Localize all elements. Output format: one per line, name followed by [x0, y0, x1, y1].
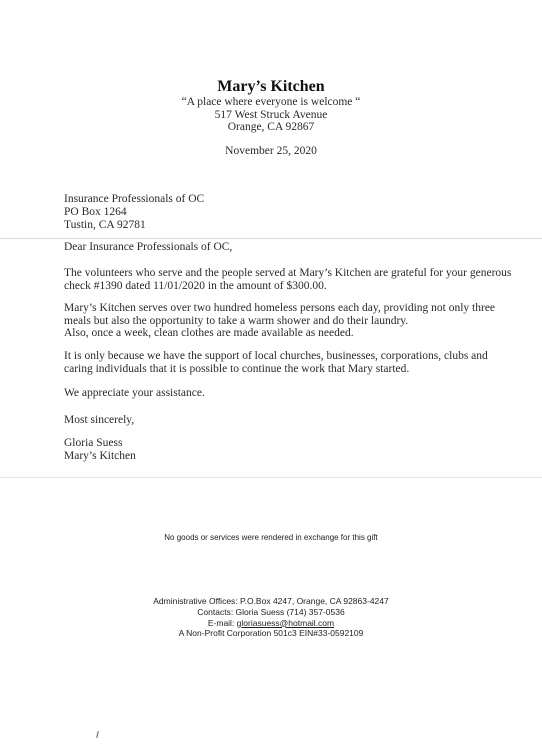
paragraph-support — [64, 350, 488, 375]
paragraph-line: caring individuals that it is possible to continue the work that Mary started. — [64, 362, 410, 375]
city-state-zip: Orange, CA 92867 — [227, 121, 315, 133]
paragraph-appreciation — [64, 387, 484, 400]
email-link[interactable]: gloriasuess@hotmail.com — [236, 617, 335, 628]
paragraph-thanks — [64, 267, 512, 292]
fold-line — [0, 477, 542, 478]
street-address: 517 West Struck Avenue — [214, 109, 328, 121]
email-label: E-mail: — [207, 617, 237, 628]
contacts: Contacts: Gloria Suess (714) 357-0536 — [197, 606, 345, 617]
admin-offices: Administrative Offices: P.O.Box 4247, Orange, CA 92863-4247 — [153, 596, 389, 606]
recipient-block — [64, 193, 204, 232]
signer-name: Gloria Suess — [64, 437, 123, 449]
salutation: Dear Insurance Professionals of OC, — [64, 241, 233, 253]
recipient-name: Insurance Professionals of OC — [64, 193, 205, 205]
scan-mark — [96, 731, 98, 738]
tagline: “A place where everyone is welcome “ — [181, 96, 361, 108]
signer-org: Mary’s Kitchen — [64, 449, 136, 462]
recipient-city: Tustin, CA 92781 — [64, 219, 146, 231]
recipient-po-box: PO Box 1264 — [64, 206, 127, 218]
paragraph-line: meals but also the opportunity to take a warm shower and do their laundry. — [64, 314, 409, 327]
fold-line — [0, 238, 542, 239]
signature-block — [64, 437, 484, 462]
paragraph-line: It is only because we have the support of local churches, businesses, corporations, clubs and — [64, 350, 488, 362]
org-name: Mary’s Kitchen — [217, 78, 325, 95]
paragraph-line: Also, once a week, clean clothes are made available as needed. — [64, 327, 354, 339]
paragraph-line: Mary’s Kitchen serves over two hundred homeless persons each day, providing not only three — [64, 302, 496, 314]
paragraph-line: The volunteers who serve and the people served at Mary’s Kitchen are grateful for your generous — [64, 267, 512, 279]
letter-date: November 25, 2020 — [225, 145, 317, 157]
paragraph-line: check #1390 dated 11/01/2020 in the amount of $300.00. — [64, 279, 327, 292]
paragraph-services — [64, 302, 496, 340]
closing: Most sincerely, — [64, 414, 135, 426]
footer — [0, 596, 542, 639]
nonprofit-info: A Non-Profit Corporation 501c3 EIN#33-0592109 — [178, 628, 364, 639]
email-line — [0, 618, 542, 629]
paragraph-line: We appreciate your assistance. — [64, 387, 205, 399]
tax-notice: No goods or services were rendered in exchange for this gift — [164, 533, 378, 542]
